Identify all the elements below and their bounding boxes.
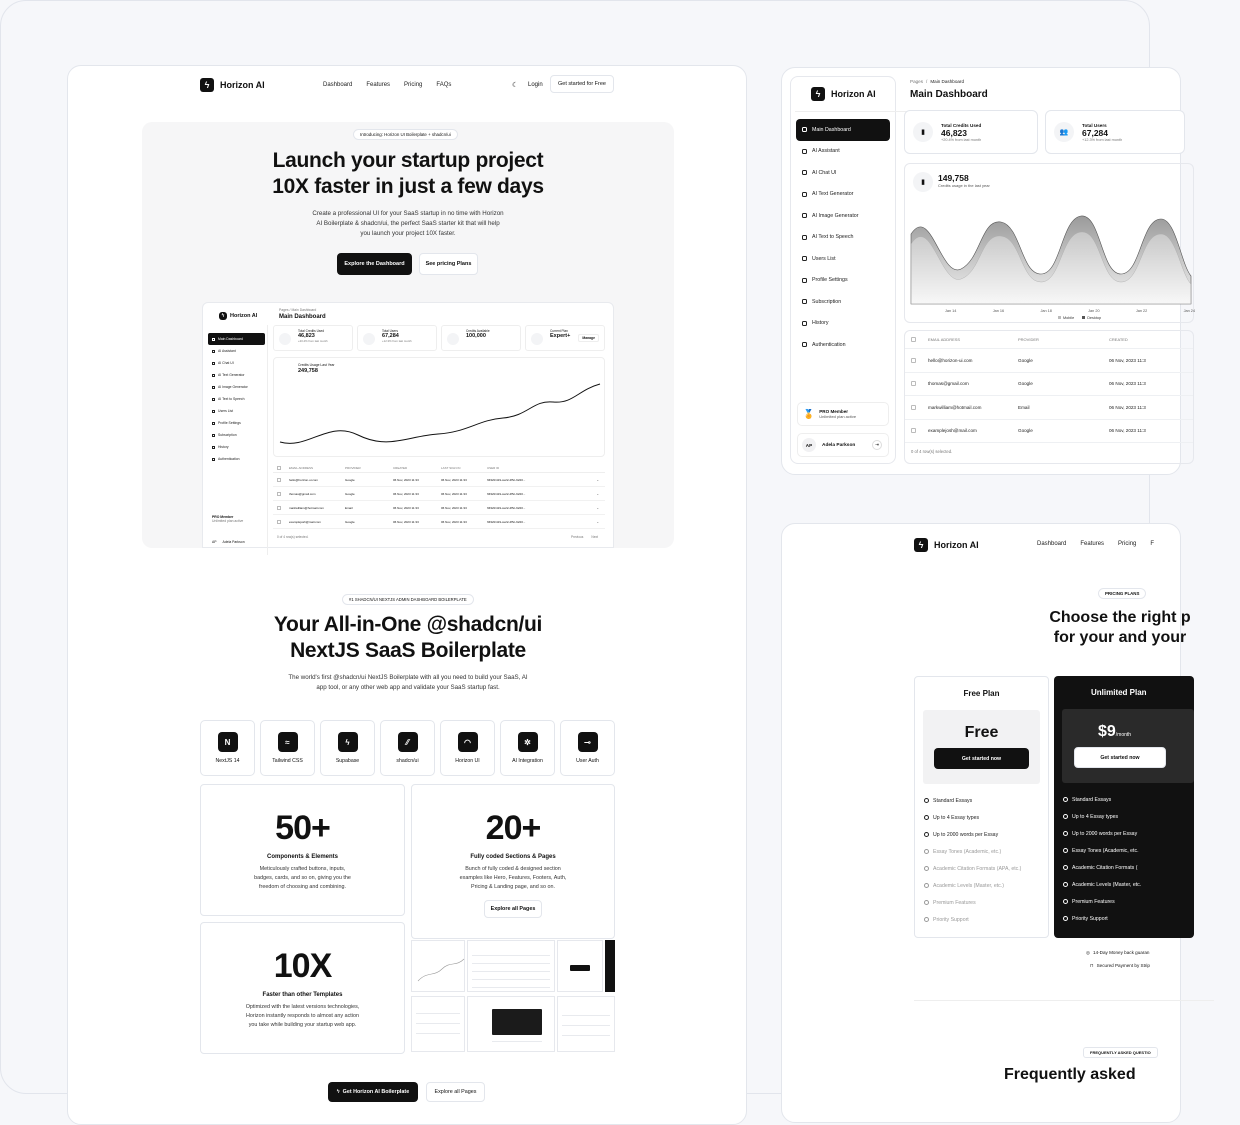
check-circle-icon	[924, 900, 929, 905]
check-circle-icon	[1063, 865, 1068, 870]
free-plan-card: Free Plan Free Get started now Standard Essays Up to 4 Essay types Up to 2000 words per Essay Essay Tones (Academic, etc.) Academic Citation Formats (APA, etc.) Academic Levels (Master, etc.) Premium Features Priority Support	[914, 676, 1049, 938]
pricing-logo[interactable]: ϟ Horizon AI	[914, 538, 979, 552]
sidebar-item-label: Main Dashboard	[812, 126, 851, 133]
row-checkbox[interactable]	[911, 428, 916, 433]
thumbnail-list	[411, 996, 465, 1052]
authentication-icon	[212, 458, 215, 461]
login-link[interactable]: Login	[528, 82, 543, 88]
sidebar-item-label: AI Chat UI	[812, 169, 837, 176]
money-back-note: ◎ 14-Day Money back guaran	[1086, 950, 1150, 955]
avatar: AP	[802, 438, 816, 452]
sidebar-item-ai-assistant[interactable]	[796, 141, 890, 163]
subscription-icon	[212, 434, 215, 437]
sidebar-item-main-dashboard[interactable]	[796, 119, 890, 141]
ai-assistant-icon	[212, 350, 215, 353]
supabase-icon: ϟ	[338, 732, 358, 752]
preview-checkbox[interactable]	[277, 466, 281, 470]
chart-x-ticks: Jan 14 Jan 16 Jan 18 Jan 20 Jan 22 Jan 24	[945, 309, 1195, 313]
check-circle-icon	[924, 917, 929, 922]
preview-menu-item: Users List	[208, 405, 265, 417]
users-icon: 👥	[1054, 122, 1074, 142]
tech-card-nextjs-14: N NextJS 14	[200, 720, 255, 776]
area-chart	[911, 204, 1191, 304]
preview-title: Main Dashboard	[279, 314, 326, 320]
dashboard-panel	[781, 67, 1195, 475]
nav-pricing[interactable]: Pricing	[1118, 541, 1137, 547]
check-circle-icon	[1063, 882, 1068, 887]
nav-faqs[interactable]: F	[1150, 541, 1155, 547]
preview-checkbox[interactable]	[277, 506, 281, 510]
preview-menu-item: AI Text Generator	[208, 369, 265, 381]
shadcn-icon: ⁄⁄	[398, 732, 418, 752]
nav-dashboard[interactable]: Dashboard	[323, 82, 353, 88]
preview-stat-current-plan: Current Plan Expert+ Manage	[525, 325, 605, 351]
hero-lead: Create a professional UI for your SaaS startup in no time with Horizon AI Boilerplate & shadcn/ui, the perfect SaaS starter kit that will help you launch your project 10X faster.	[312, 210, 504, 237]
check-circle-icon	[924, 883, 929, 888]
explore-dashboard-button[interactable]: Explore the Dashboard	[337, 253, 412, 275]
preview-user: AP Adela Parkson	[212, 540, 245, 544]
chart-legend: Mobile Desktop	[1058, 316, 1101, 320]
pricing-nav	[1037, 541, 1154, 547]
bolt-icon: ϟ	[200, 78, 214, 92]
bolt-icon: ϟ	[219, 312, 227, 320]
paid-feature-item: Standard Essays	[1063, 791, 1194, 808]
paid-plan-price-box: $9/month Get started now	[1062, 709, 1194, 783]
free-feature-item: Essay Tones (Academic, etc.)	[924, 843, 1048, 860]
check-circle-icon	[924, 866, 929, 871]
section-title: Your All-in-One @shadcn/ui NextJS SaaS Boilerplate	[273, 613, 543, 662]
sidebar-item-ai-text-generator[interactable]	[796, 184, 890, 206]
preview-menu-item: Subscription	[208, 429, 265, 441]
sidebar-menu	[796, 119, 890, 356]
thumbnail-modal	[557, 940, 603, 992]
free-plan-price-box: Free Get started now	[923, 710, 1040, 784]
users-list-icon	[212, 410, 215, 413]
horizon-icon: ◠	[458, 732, 478, 752]
preview-menu-item: Authentication	[208, 453, 265, 465]
paid-get-started-button[interactable]: Get started now	[1074, 747, 1166, 768]
section-badge: #1 SHADCN/UI NEXTJS ADMIN DASHBOARD BOILERPLATE	[342, 594, 474, 605]
users-list-icon	[802, 256, 807, 261]
table-footer: 0 of 4 row(s) selected.	[911, 449, 953, 454]
intro-badge: Introducing: Horizon UI Boilerplate + shadcn/ui	[353, 129, 458, 140]
sidebar-item-ai-image-generator[interactable]	[796, 205, 890, 227]
tech-card-user-auth: ⊸ User Auth	[560, 720, 615, 776]
preview-menu-item: AI Image Generator	[208, 381, 265, 393]
preview-table-row[interactable]: examplejosh@mail.com Google 06 Nov, 2023 11:33 06 Nov, 2023 11:33 f3f42fc419-ce22-4f5c-9220... ⌄	[273, 515, 605, 529]
sidebar-item-authentication[interactable]	[796, 334, 890, 356]
preview-stat-credits-available: Credits Available 100,000	[441, 325, 521, 351]
history-icon	[212, 446, 215, 449]
paid-feature-item: Premium Features	[1063, 893, 1194, 910]
free-feature-item: Priority Support	[924, 911, 1048, 928]
sidebar-item-label: Authentication	[812, 341, 846, 348]
bolt-icon: ϟ	[914, 538, 928, 552]
stat-icon	[279, 333, 291, 345]
check-circle-icon	[1063, 797, 1068, 802]
pages-thumbnails	[411, 940, 615, 1052]
get-boilerplate-button[interactable]: ϟ Get Horizon AI Boilerplate	[328, 1082, 418, 1102]
explore-pages-button[interactable]: Explore all Pages	[484, 900, 542, 918]
tech-card-tailwind-css: ≈ Tailwind CSS	[260, 720, 315, 776]
preview-table-row[interactable]: markwilliam@hotmail.com Email 06 Nov, 2023 11:33 06 Nov, 2023 11:33 f3f42fc419-ce22-4f5c-9220... ⌄	[273, 501, 605, 515]
stat-icon	[531, 333, 543, 345]
row-checkbox[interactable]	[911, 405, 916, 410]
row-menu-icon[interactable]: ⌄	[596, 477, 599, 482]
chart-icon: ▮	[913, 172, 933, 192]
ai-text-to-speech-icon	[212, 398, 215, 401]
row-checkbox[interactable]	[911, 381, 916, 386]
page-title: Main Dashboard	[910, 89, 988, 100]
subscription-icon	[802, 299, 807, 304]
thumbnail-dashboard	[411, 940, 465, 992]
preview-menu-item: History	[208, 441, 265, 453]
paid-feature-item: Up to 4 Essay types	[1063, 808, 1194, 825]
tailwind-icon: ≈	[278, 732, 298, 752]
main-dashboard-icon	[802, 127, 807, 132]
nextjs-icon: N	[218, 732, 238, 752]
see-pricing-button[interactable]: See pricing Plans	[419, 253, 478, 275]
sidebar-item-label: AI Text to Speech	[812, 234, 854, 241]
breadcrumb: Pages / Main Dashboard	[910, 79, 965, 84]
pricing-panel	[781, 523, 1191, 1123]
key-icon: ⊸	[578, 732, 598, 752]
tech-card-horizon-ui: ◠ Horizon UI	[440, 720, 495, 776]
pricing-badge: PRICING PLANS	[1098, 588, 1146, 599]
nav-faqs[interactable]: FAQs	[436, 82, 452, 88]
sidebar-item-label: History	[812, 320, 829, 327]
pricing-title: Choose the right p for your and your	[1049, 609, 1191, 646]
check-circle-icon	[1063, 831, 1068, 836]
select-all-checkbox[interactable]	[911, 337, 916, 342]
preview-table-row[interactable]: thomas@gmail.com Google 06 Nov, 2023 11:33 06 Nov, 2023 11:33 f3f42fc419-ce22-4f5c-9220... ⌄	[273, 487, 605, 501]
table-row[interactable]: markwilliam@hotmail.com Email 06 Nov, 2023 11:3	[905, 396, 1193, 420]
nav-pricing[interactable]: Pricing	[404, 82, 423, 88]
explore-all-pages-button[interactable]: Explore all Pages	[426, 1082, 485, 1102]
hero-title: Launch your startup project 10X faster in just a few days	[272, 149, 544, 198]
sidebar-item-label: Users List	[812, 255, 836, 262]
openai-icon: ✲	[518, 732, 538, 752]
sidebar-logo[interactable]: ϟ Horizon AI	[811, 87, 876, 101]
shield-icon: ◎	[1086, 950, 1091, 955]
sidebar-item-profile-settings[interactable]	[796, 270, 890, 292]
ai-assistant-icon	[802, 149, 807, 154]
preview-pagination: Previous Next	[571, 535, 598, 539]
check-circle-icon	[924, 849, 929, 854]
preview-checkbox[interactable]	[277, 492, 281, 496]
history-icon	[802, 321, 807, 326]
paid-feature-item: Priority Support	[1063, 910, 1194, 927]
preview-menu	[206, 333, 267, 465]
preview-chart-card: Credits Usage Last Year 249,758	[273, 357, 605, 457]
preview-menu-item: Profile Settings	[208, 417, 265, 429]
ai-text-generator-icon	[802, 192, 807, 197]
usage-chart-card: ▮ 149,758 Credits usage in the last year Jan 14 Jan 16 Jan 18 Jan 20 Jan 22 Jan 24 Mobile Desktop	[904, 163, 1194, 323]
sidebar-item-label: AI Image Generator	[812, 212, 859, 219]
stat-icon	[447, 333, 459, 345]
free-feature-item: Academic Citation Formats (APA, etc.)	[924, 860, 1048, 877]
free-feature-item: Up to 2000 words per Essay	[924, 826, 1048, 843]
faq-badge: FREQUENTLY ASKED QUESTIO	[1083, 1047, 1158, 1058]
nav-dashboard[interactable]: Dashboard	[1037, 541, 1067, 547]
unlimited-plan-card: Unlimited Plan $9/month Get started now Standard Essays Up to 4 Essay types Up to 2000 words per Essay Essay Tones (Academic, etc. Academic Citation Formats ( Academic Levels (Master, etc. Premium Features Priority Support	[1054, 676, 1194, 938]
check-circle-icon	[1063, 899, 1068, 904]
row-menu-icon[interactable]: ⌄	[596, 519, 599, 524]
preview-line-chart	[278, 380, 602, 454]
table-row[interactable]: examplejosh@mail.com Google 06 Nov, 2023 11:3	[905, 420, 1193, 444]
components-card: 50+ Components & Elements Meticulously crafted buttons, inputs, badges, cards, and so on, giving you the freedom of choosing and combining.	[200, 784, 405, 916]
preview-menu-item: AI Assistant	[208, 345, 265, 357]
preview-menu-item: Main Dashboard	[208, 333, 265, 345]
table-header: EMAIL ADDRESS PROVIDER CREATED	[905, 331, 1193, 349]
brand-logo[interactable]: ϟ Horizon AI	[200, 78, 265, 92]
section-lead: The world's first @shadcn/ui NextJS Boilerplate with all you need to build your SaaS, AI app tool, or any other web app and validate your SaaS startup fast.	[288, 674, 528, 691]
table-body	[905, 349, 1193, 443]
tech-card-supabase: ϟ Supabase	[320, 720, 375, 776]
bar-chart-icon: ▮	[913, 122, 933, 142]
check-circle-icon	[924, 832, 929, 837]
paid-plan-features	[1054, 783, 1194, 927]
free-feature-item: Premium Features	[924, 894, 1048, 911]
preview-table	[273, 463, 605, 529]
preview-stat-total-users: Total Users 67,284 +12.3% from last month	[357, 325, 437, 351]
preview-table-header: EMAIL ADDRESS PROVIDER CREATED LAST SIGN IN USER ID	[273, 463, 605, 473]
profile-settings-icon	[802, 278, 807, 283]
logout-icon[interactable]: ⇥	[872, 440, 882, 450]
user-card[interactable]: AP Adela Parkson ⇥	[797, 433, 889, 457]
ai-chat-ui-icon	[802, 170, 807, 175]
pro-member-card: 🏅 PRO Member Unlimited plan active	[797, 402, 889, 426]
check-circle-icon	[924, 815, 929, 820]
preview-table-row[interactable]: hello@horizon-ui.com Google 06 Nov, 2023 11:33 06 Nov, 2023 11:33 f3f42fc419-ce22-4f5c-9220... ⌄	[273, 473, 605, 487]
preview-menu-item: AI Chat UI	[208, 357, 265, 369]
preview-pro-card: PRO Member Unlimited plan active	[212, 515, 244, 523]
stat-total-users: 👥 Total Users 67,284 +12.3% from last month	[1045, 110, 1185, 154]
stat-total-credits: ▮ Total Credits Used 46,823 +20.4% from last month	[904, 110, 1038, 154]
nav-features[interactable]: Features	[366, 82, 391, 88]
preview-menu-item: AI Text to Speech	[208, 393, 265, 405]
sidebar-item-label: Subscription	[812, 298, 842, 305]
sidebar-item-history[interactable]	[796, 313, 890, 335]
row-menu-icon[interactable]: ⌄	[596, 505, 599, 510]
row-checkbox[interactable]	[911, 358, 916, 363]
secure-payment-note: ⊓ Secured Payment by Strip	[1090, 963, 1150, 968]
thumbnail-settings	[557, 996, 615, 1052]
medal-icon: 🏅	[803, 408, 815, 419]
free-feature-item: Standard Essays	[924, 792, 1048, 809]
main-dashboard-icon	[212, 338, 215, 341]
row-menu-icon[interactable]: ⌄	[596, 491, 599, 496]
preview-sidebar	[206, 325, 268, 555]
top-nav	[323, 82, 451, 88]
preview-checkbox[interactable]	[277, 520, 281, 524]
nav-features[interactable]: Features	[1080, 541, 1105, 547]
free-get-started-button[interactable]: Get started now	[934, 748, 1029, 769]
free-feature-item: Academic Levels (Master, etc.)	[924, 877, 1048, 894]
paid-feature-item: Up to 2000 words per Essay	[1063, 825, 1194, 842]
sidebar-item-ai-chat-ui[interactable]	[796, 162, 890, 184]
thumbnail-table	[467, 940, 555, 992]
ai-text-to-speech-icon	[802, 235, 807, 240]
sidebar-item-users-list[interactable]	[796, 248, 890, 270]
tech-card-shadcn-ui: ⁄⁄ shadcn/ui	[380, 720, 435, 776]
paid-feature-item: Essay Tones (Academic, etc.	[1063, 842, 1194, 859]
moon-icon[interactable]: ☾	[512, 82, 519, 89]
dashboard-preview	[202, 302, 614, 548]
free-feature-item: Up to 4 Essay types	[924, 809, 1048, 826]
preview-table-footer: 0 of 4 row(s) selected.	[277, 535, 309, 539]
landing-page-panel	[67, 65, 747, 1125]
check-circle-icon	[1063, 848, 1068, 853]
thumbnail-dark-edge	[605, 940, 615, 992]
lock-icon: ⊓	[1090, 963, 1094, 968]
sidebar-item-subscription[interactable]	[796, 291, 890, 313]
profile-settings-icon	[212, 422, 215, 425]
ai-image-generator-icon	[212, 386, 215, 389]
thumbnail-editor	[467, 996, 555, 1052]
check-circle-icon	[924, 798, 929, 803]
preview-stat-total-credits-used: Total Credits Used 46,823 +20.4% from last month	[273, 325, 353, 351]
faq-title: Frequently asked	[1004, 1066, 1136, 1083]
sidebar	[790, 76, 896, 464]
paid-feature-item: Academic Citation Formats (	[1063, 859, 1194, 876]
stat-icon	[363, 333, 375, 345]
check-circle-icon	[1063, 916, 1068, 921]
preview-breadcrumb: Pages / Main Dashboard	[279, 308, 317, 312]
section-divider	[914, 1000, 1214, 1001]
manage-button[interactable]: Manage	[578, 334, 599, 342]
table-row[interactable]: hello@horizon-ui.com Google 06 Nov, 2023 11:3	[905, 349, 1193, 373]
bolt-icon: ϟ	[336, 1089, 340, 1095]
users-table	[904, 330, 1194, 464]
authentication-icon	[802, 342, 807, 347]
tech-card-ai-integration: ✲ AI Integration	[500, 720, 555, 776]
ai-chat-ui-icon	[212, 362, 215, 365]
sidebar-item-ai-text-to-speech[interactable]	[796, 227, 890, 249]
ai-image-generator-icon	[802, 213, 807, 218]
free-plan-features	[915, 784, 1048, 928]
ai-text-generator-icon	[212, 374, 215, 377]
preview-checkbox[interactable]	[277, 478, 281, 482]
check-circle-icon	[1063, 814, 1068, 819]
table-row[interactable]: thomas@gmail.com Google 06 Nov, 2023 11:3	[905, 373, 1193, 397]
sidebar-item-label: AI Text Generator	[812, 191, 854, 198]
paid-feature-item: Academic Levels (Master, etc.	[1063, 876, 1194, 893]
sidebar-item-label: Profile Settings	[812, 277, 848, 284]
speed-card: 10X Faster than other Templates Optimized with the latest versions technologies, Horizon instantly responds to almost any action you take while building your startup web app.	[200, 922, 405, 1054]
sections-card: 20+ Fully coded Sections & Pages Bunch of fully coded & designed section examples like Hero, Features, Footers, Auth, Pricing & Landing page, and so on. Explore all Pages	[411, 784, 615, 939]
get-started-button[interactable]: Get started for Free	[550, 75, 614, 93]
sidebar-item-label: AI Assistant	[812, 148, 840, 155]
bolt-icon: ϟ	[811, 87, 825, 101]
preview-logo: ϟ Horizon AI	[219, 312, 257, 320]
